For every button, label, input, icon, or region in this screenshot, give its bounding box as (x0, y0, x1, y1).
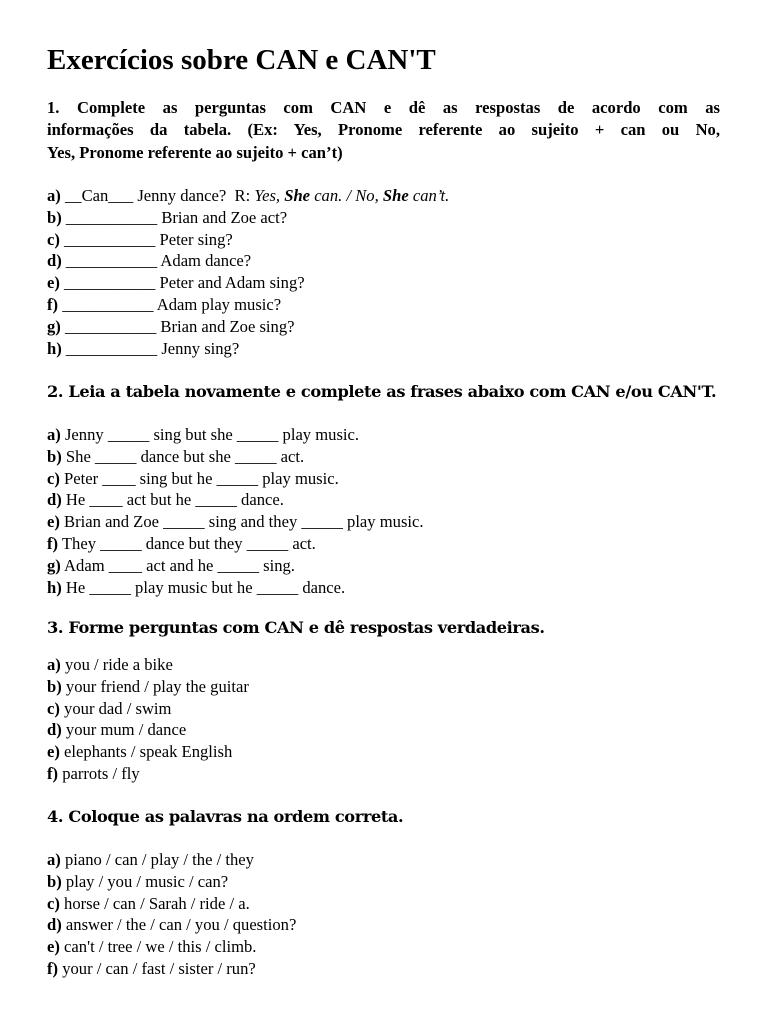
item-label: h) (47, 338, 62, 358)
list-item (47, 207, 449, 229)
exercise-2-list (47, 424, 424, 598)
list-item-example (47, 185, 449, 207)
list-item (47, 763, 249, 785)
item-label: c) (47, 893, 60, 913)
item-text: parrots / fly (58, 763, 140, 783)
item-text: you / ride a bike (60, 655, 173, 674)
list-item (47, 654, 249, 676)
item-text: They _____ dance but they _____ act. (58, 533, 316, 553)
list-item (47, 741, 249, 763)
list-item (47, 272, 449, 294)
item-label: f) (47, 958, 59, 978)
item-label: a) (47, 425, 61, 444)
list-item (47, 294, 449, 316)
list-item (47, 533, 424, 555)
item-text: your / can / fast / sister / run? (58, 958, 256, 978)
list-item (47, 676, 249, 698)
page-title: Exercícios sobre CAN e CAN'T (47, 44, 436, 76)
list-item (47, 698, 249, 720)
item-label: e) (47, 512, 60, 532)
item-text: ___________ Brian and Zoe sing? (60, 316, 295, 336)
list-item (47, 914, 296, 936)
list-item (47, 250, 449, 272)
list-item (47, 871, 296, 893)
list-item (47, 338, 449, 360)
item-label: f) (47, 533, 59, 553)
exercise-4-list (47, 849, 296, 980)
item-label: d) (47, 251, 62, 271)
item-text: ___________ Jenny sing? (61, 338, 240, 358)
item-text: ___________ Adam dance? (61, 251, 252, 271)
item-text: can't / tree / we / this / climb. (59, 937, 257, 957)
item-label: f) (47, 294, 59, 314)
item-label: b) (47, 446, 62, 466)
example-answer-yes: Yes, (254, 186, 285, 205)
example-answer-end: can’t. (408, 186, 450, 205)
item-text: He ____ act but he _____ dance. (61, 490, 284, 510)
list-item (47, 849, 296, 871)
exercise-4-instruction: 4. Coloque as palavras na ordem correta. (47, 807, 404, 826)
item-text: your dad / swim (59, 698, 172, 718)
item-text: ___________ Adam play music? (58, 294, 282, 314)
list-item (47, 468, 424, 490)
item-text: play / you / music / can? (61, 871, 229, 891)
list-item (47, 555, 424, 577)
item-label: a) (47, 850, 61, 869)
item-text: ___________ Brian and Zoe act? (61, 207, 288, 227)
item-text: He _____ play music but he _____ dance. (61, 577, 346, 597)
list-item (47, 936, 296, 958)
exercise-3-instruction: 3. Forme perguntas com CAN e dê respostas verdadeiras. (47, 618, 545, 637)
exercise-1-instruction (47, 97, 720, 164)
exercise-3-list (47, 654, 249, 785)
item-label: b) (47, 207, 62, 227)
item-text: ___________ Peter and Adam sing? (59, 273, 305, 293)
item-label: b) (47, 871, 62, 891)
item-text: Jenny _____ sing but she _____ play music. (60, 425, 360, 444)
item-text: your mum / dance (61, 720, 187, 740)
item-label: c) (47, 229, 60, 249)
item-label: e) (47, 937, 60, 957)
item-text: answer / the / can / you / question? (61, 915, 297, 935)
list-item (47, 316, 449, 338)
item-text: elephants / speak English (59, 742, 233, 762)
example-question: __Can___ Jenny dance? R: (60, 186, 255, 205)
item-label: c) (47, 698, 60, 718)
item-text: piano / can / play / the / they (60, 850, 254, 869)
item-text: She _____ dance but she _____ act. (61, 446, 305, 466)
list-item (47, 489, 424, 511)
item-label: d) (47, 720, 62, 740)
item-text: ___________ Peter sing? (59, 229, 233, 249)
item-label: g) (47, 555, 61, 575)
item-label: d) (47, 490, 62, 510)
instruction-line: 1. Complete as perguntas com CAN e dê as respostas de acordo com as (47, 98, 720, 117)
item-label: e) (47, 742, 60, 762)
item-text: your friend / play the guitar (61, 676, 249, 696)
item-label: e) (47, 273, 60, 293)
item-label: h) (47, 577, 62, 597)
list-item (47, 958, 296, 980)
list-item (47, 719, 249, 741)
instruction-line: Yes, Pronome referente ao sujeito + can’t) (47, 142, 343, 162)
exercise-2-instruction: 2. Leia a tabela novamente e complete as frases abaixo com CAN e/ou CAN'T. (47, 382, 717, 401)
list-item (47, 893, 296, 915)
example-answer-mid: can. / No, (310, 186, 383, 205)
list-item (47, 424, 424, 446)
item-label: a) (47, 655, 61, 674)
list-item (47, 577, 424, 599)
item-text: Brian and Zoe _____ sing and they _____ play music. (59, 512, 424, 532)
item-label: g) (47, 316, 61, 336)
example-answer-pronoun: She (284, 186, 311, 205)
item-text: Adam ____ act and he _____ sing. (60, 555, 295, 575)
item-text: Peter ____ sing but he _____ play music. (59, 468, 339, 488)
list-item (47, 511, 424, 533)
item-label: f) (47, 763, 59, 783)
list-item (47, 229, 449, 251)
item-label: b) (47, 676, 62, 696)
item-label: d) (47, 915, 62, 935)
list-item (47, 446, 424, 468)
item-label: c) (47, 468, 60, 488)
item-text: horse / can / Sarah / ride / a. (59, 893, 250, 913)
exercise-1-list (47, 185, 449, 359)
instruction-line: informações da tabela. (Ex: Yes, Pronome referente ao sujeito + can ou No, (47, 120, 720, 140)
example-answer-pronoun: She (382, 186, 409, 205)
item-label: a) (47, 186, 61, 205)
